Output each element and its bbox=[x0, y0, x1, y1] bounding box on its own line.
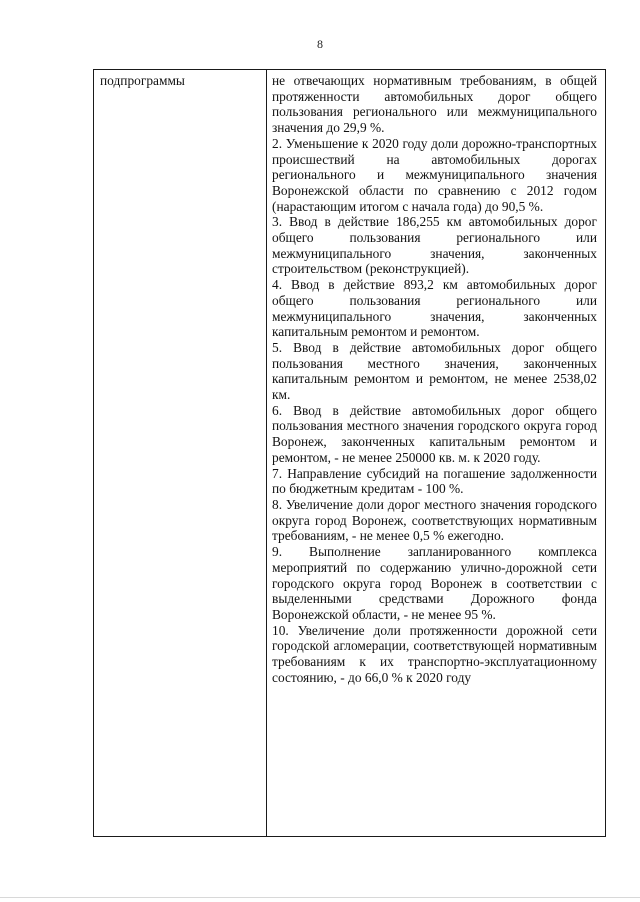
paragraph-6: 6. Ввод в действие автомобильных дорог общего пользования местного значения городского округа город Воронеж, законченных капитальным ремонтом и ремонтом, - не менее 250000 кв. м. к 2020 году. bbox=[272, 402, 597, 465]
paragraph-10: 10. Увеличение доли протяженности дорожной сети городской агломерации, соответствующей нормативным требованиям к их транспортно-эксплуатационному состоянию, - до 66,0 % к 2020 году bbox=[272, 622, 597, 685]
document-table bbox=[93, 69, 606, 837]
paragraph-4: 4. Ввод в действие 893,2 км автомобильных дорог общего пользования регионального или межмуниципального значения, законченных капитальным ремонтом и ремонтом. bbox=[272, 277, 597, 340]
scan-edge-line bbox=[0, 897, 640, 898]
paragraph-3: 3. Ввод в действие 186,255 км автомобильных дорог общего пользования регионального или межмуниципального значения, законченных строительством (реконструкцией). bbox=[272, 214, 597, 277]
table-content-cell bbox=[272, 73, 597, 685]
paragraph-5: 5. Ввод в действие автомобильных дорог общего пользования местного значения, законченных капитальным ремонтом и ремонтом, не менее 2538,02 км. bbox=[272, 339, 597, 403]
column-divider bbox=[266, 70, 267, 836]
paragraph-8: 8. Увеличение доли дорог местного значения городского округа город Воронеж, соответствующих нормативным требованиям, - не менее 0,5 % ежегодно. bbox=[272, 496, 597, 544]
page-number: 8 bbox=[317, 37, 323, 51]
paragraph-1-continuation: не отвечающих нормативным требованиям, в общей протяженности автомобильных дорог общего пользования регионального или межмуниципального значения до 29,9 %. bbox=[272, 73, 597, 136]
table-label-cell: подпрограммы bbox=[100, 73, 185, 88]
paragraph-9: 9. Выполнение запланированного комплекса мероприятий по содержанию улично-дорожной сети городского округа город Воронеж в соответствии с выделенными средствами Дорожного фонда Воронежской области, - не менее 95 %. bbox=[272, 544, 597, 622]
paragraph-7: 7. Направление субсидий на погашение задолженности по бюджетным кредитам - 100 %. bbox=[272, 465, 597, 497]
paragraph-2: 2. Уменьшение к 2020 году доли дорожно-транспортных происшествий на автомобильных дорогах регионального и межмуниципального значения Воронежской области по сравнению с 2012 годом (нарастающим итогом с начала года) до 90,5 %. bbox=[272, 135, 597, 214]
